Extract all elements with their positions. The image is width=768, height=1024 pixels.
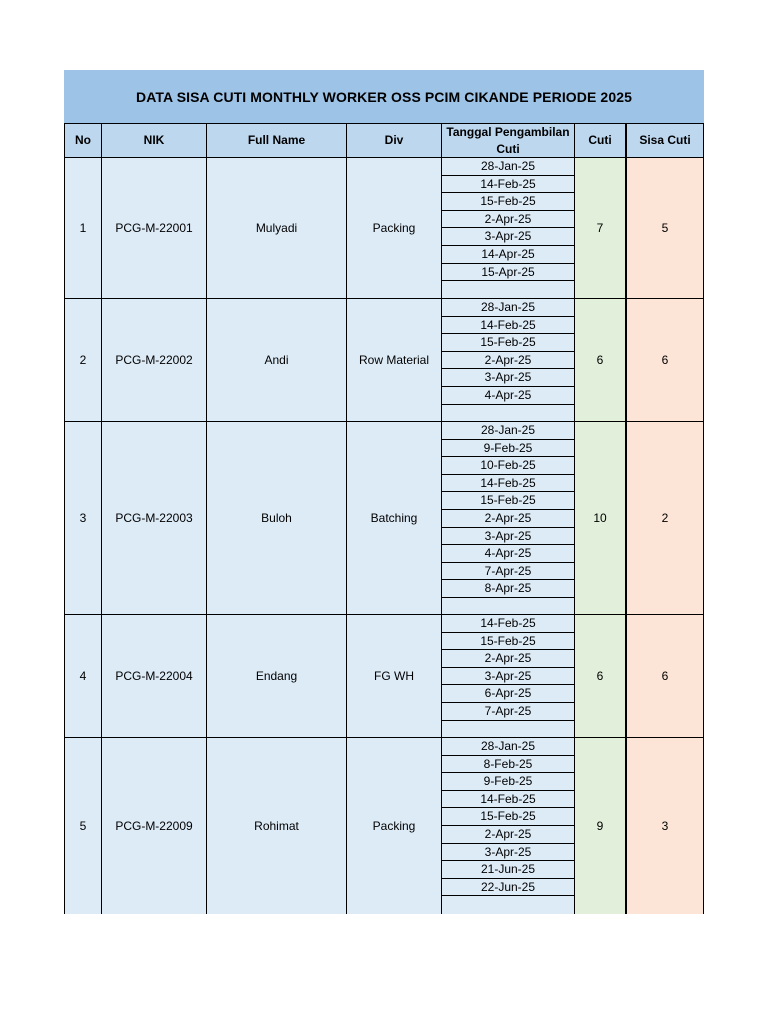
- row-div: FG WH: [347, 615, 442, 738]
- leave-date: 3-Apr-25: [442, 228, 574, 246]
- header-nik: NIK: [102, 124, 207, 158]
- row-nik: PCG-M-22002: [102, 299, 207, 422]
- leave-date: 2-Apr-25: [442, 211, 574, 229]
- leave-date: 2-Apr-25: [442, 510, 574, 528]
- header-sisa-cuti: Sisa Cuti: [627, 124, 704, 158]
- leave-date: 7-Apr-25: [442, 703, 574, 721]
- row-sisa-cuti: 3: [627, 738, 704, 914]
- leave-date: 2-Apr-25: [442, 826, 574, 844]
- leave-date: 15-Feb-25: [442, 492, 574, 510]
- leave-date: 14-Feb-25: [442, 615, 574, 633]
- row-nik: PCG-M-22003: [102, 422, 207, 615]
- row-no: 3: [64, 422, 102, 615]
- row-sisa-cuti: 6: [627, 299, 704, 422]
- empty-date-slot: [442, 405, 574, 421]
- row-div: Packing: [347, 738, 442, 914]
- leave-date: 14-Feb-25: [442, 475, 574, 493]
- row-full-name: Buloh: [207, 422, 347, 615]
- leave-date: 15-Feb-25: [442, 193, 574, 211]
- row-leave-dates: [442, 738, 575, 914]
- row-sisa-cuti: 5: [627, 158, 704, 299]
- leave-date: 15-Feb-25: [442, 334, 574, 352]
- header-div: Div: [347, 124, 442, 158]
- row-full-name: Rohimat: [207, 738, 347, 914]
- row-nik: PCG-M-22001: [102, 158, 207, 299]
- leave-date: 2-Apr-25: [442, 650, 574, 668]
- row-no: 4: [64, 615, 102, 738]
- leave-date: 2-Apr-25: [442, 352, 574, 370]
- row-no: 2: [64, 299, 102, 422]
- header-tanggal: [442, 124, 575, 158]
- leave-table: [64, 124, 704, 914]
- leave-date: 4-Apr-25: [442, 545, 574, 563]
- leave-date: 15-Feb-25: [442, 808, 574, 826]
- leave-date: 15-Apr-25: [442, 264, 574, 282]
- empty-date-slot: [442, 598, 574, 614]
- leave-date: 9-Feb-25: [442, 440, 574, 458]
- leave-date: 15-Feb-25: [442, 633, 574, 651]
- leave-balance-sheet: [64, 70, 704, 914]
- header-cuti: Cuti: [575, 124, 627, 158]
- row-sisa-cuti: 2: [627, 422, 704, 615]
- leave-date: 6-Apr-25: [442, 685, 574, 703]
- row-full-name: Endang: [207, 615, 347, 738]
- leave-date: 3-Apr-25: [442, 668, 574, 686]
- row-leave-dates: [442, 158, 575, 299]
- leave-date: 14-Feb-25: [442, 317, 574, 335]
- row-no: 1: [64, 158, 102, 299]
- leave-date: 14-Feb-25: [442, 176, 574, 194]
- leave-date: 28-Jan-25: [442, 299, 574, 317]
- leave-date: 4-Apr-25: [442, 387, 574, 405]
- row-nik: PCG-M-22009: [102, 738, 207, 914]
- empty-date-slot: [442, 281, 574, 298]
- row-cuti: 7: [575, 158, 627, 299]
- leave-date: 28-Jan-25: [442, 738, 574, 756]
- leave-date: 22-Jun-25: [442, 879, 574, 897]
- leave-date: 14-Apr-25: [442, 246, 574, 264]
- leave-date: 28-Jan-25: [442, 158, 574, 176]
- row-leave-dates: [442, 615, 575, 738]
- leave-date: 7-Apr-25: [442, 563, 574, 581]
- header-no: No: [64, 124, 102, 158]
- leave-date: 3-Apr-25: [442, 369, 574, 387]
- row-leave-dates: [442, 299, 575, 422]
- row-leave-dates: [442, 422, 575, 615]
- empty-date-slot: [442, 721, 574, 737]
- header-full-name: Full Name: [207, 124, 347, 158]
- row-cuti: 9: [575, 738, 627, 914]
- row-cuti: 10: [575, 422, 627, 615]
- row-nik: PCG-M-22004: [102, 615, 207, 738]
- leave-date: 28-Jan-25: [442, 422, 574, 440]
- row-div: Packing: [347, 158, 442, 299]
- leave-date: 14-Feb-25: [442, 791, 574, 809]
- header-tanggal-line2: Cuti: [496, 141, 520, 156]
- leave-date: 10-Feb-25: [442, 457, 574, 475]
- empty-date-slot: [442, 896, 574, 914]
- row-sisa-cuti: 6: [627, 615, 704, 738]
- leave-date: 8-Feb-25: [442, 756, 574, 774]
- leave-date: 3-Apr-25: [442, 528, 574, 546]
- row-no: 5: [64, 738, 102, 914]
- row-full-name: Andi: [207, 299, 347, 422]
- header-tanggal-line1: Tanggal Pengambilan: [446, 124, 570, 139]
- leave-date: 3-Apr-25: [442, 844, 574, 862]
- sheet-title: DATA SISA CUTI MONTHLY WORKER OSS PCIM CIKANDE PERIODE 2025: [64, 70, 704, 124]
- row-cuti: 6: [575, 615, 627, 738]
- row-cuti: 6: [575, 299, 627, 422]
- row-div: Batching: [347, 422, 442, 615]
- row-div: Row Material: [347, 299, 442, 422]
- row-full-name: Mulyadi: [207, 158, 347, 299]
- leave-date: 21-Jun-25: [442, 861, 574, 879]
- leave-date: 9-Feb-25: [442, 773, 574, 791]
- leave-date: 8-Apr-25: [442, 580, 574, 598]
